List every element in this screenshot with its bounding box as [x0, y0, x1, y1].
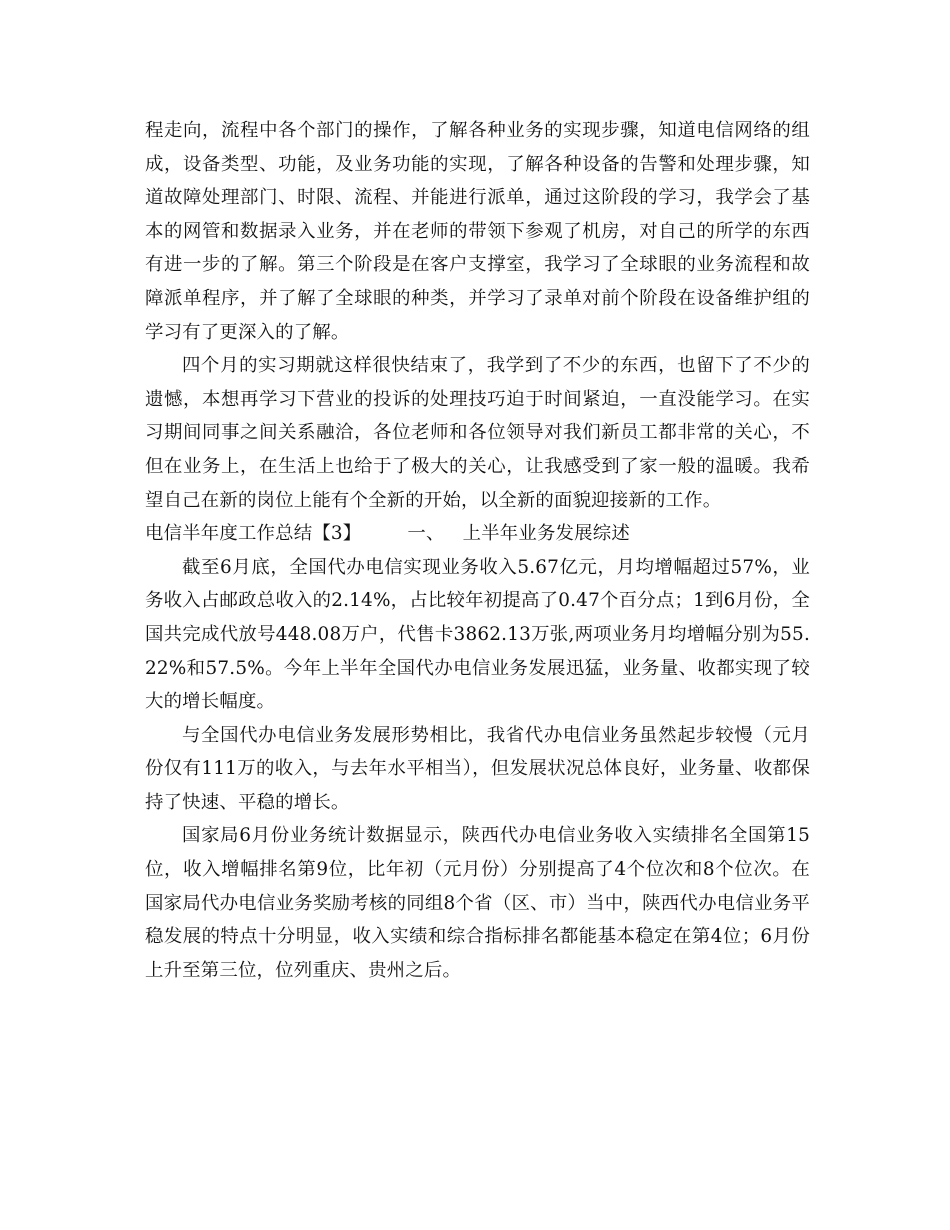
- paragraph-province-comparison: 与全国代办电信业务发展形势相比，我省代办电信业务虽然起步较慢（元月份仅有111万的收入，与去年水平相当），但发展状况总体良好，业务量、收都保持了快速、平稳的增长。: [145, 724, 810, 813]
- paragraph-internship-stages: 程走向，流程中各个部门的操作，了解各种业务的实现步骤，知道电信网络的组成，设备类型、功能，及业务功能的实现，了解各种设备的告警和处理步骤，知道故障处理部门、时限、流程、并能进行派单，通过这阶段的学习，我学会了基本的网管和数据录入业务，并在老师的带领下参观了机房，对自己的所学的东西有进一步的了解。第三个阶段是在客户支撑室，我学习了全球眼的业务流程和故障派单程序，并了解了全球眼的种类，并学习了录单对前个阶段在设备维护组的学习有了更深入的了解。: [145, 120, 810, 343]
- document-page: [145, 114, 810, 987]
- section-number: 一、: [407, 523, 445, 545]
- paragraph-national-summary: 截至6月底，全国代办电信实现业务收入5.67亿元，月均增幅超过57%，业务收入占邮政总收入的2.14%，占比较年初提高了0.47个百分点；1到6月份，全国共完成代放号448.08万户，代售卡3862.13万张,两项业务月均增幅分别为55.22%和57.5%。今年上半年全国代办电信业务发展迅猛，业务量、收都实现了较大的增长幅度。: [145, 556, 810, 713]
- section-heading: [145, 517, 810, 551]
- paragraph-ranking: 国家局6月份业务统计数据显示，陕西代办电信业务收入实绩排名全国第15位，收入增幅排名第9位，比年初（元月份）分别提高了4个位次和8个位次。在国家局代办电信业务奖励考核的同组8个省（区、市）当中，陕西代办电信业务平稳发展的特点十分明显，收入实绩和综合指标排名都能基本稳定在第4位；6月份上升至第三位，位列重庆、贵州之后。: [145, 825, 810, 981]
- paragraph-internship-conclusion: 四个月的实习期就这样很快结束了，我学到了不少的东西，也留下了不少的遗憾，本想再学习下营业的投诉的处理技巧迫于时间紧迫，一直没能学习。在实习期间同事之间关系融洽，各位老师和各位领导对我们新员工都非常的关心，不但在业务上，在生活上也给于了极大的关心，让我感受到了家一般的温暖。我希望自己在新的岗位上能有个全新的开始，以全新的面貌迎接新的工作。: [145, 355, 810, 511]
- document-title: 电信半年度工作总结【3】: [145, 523, 362, 545]
- section-title: 上半年业务发展综述: [462, 523, 630, 545]
